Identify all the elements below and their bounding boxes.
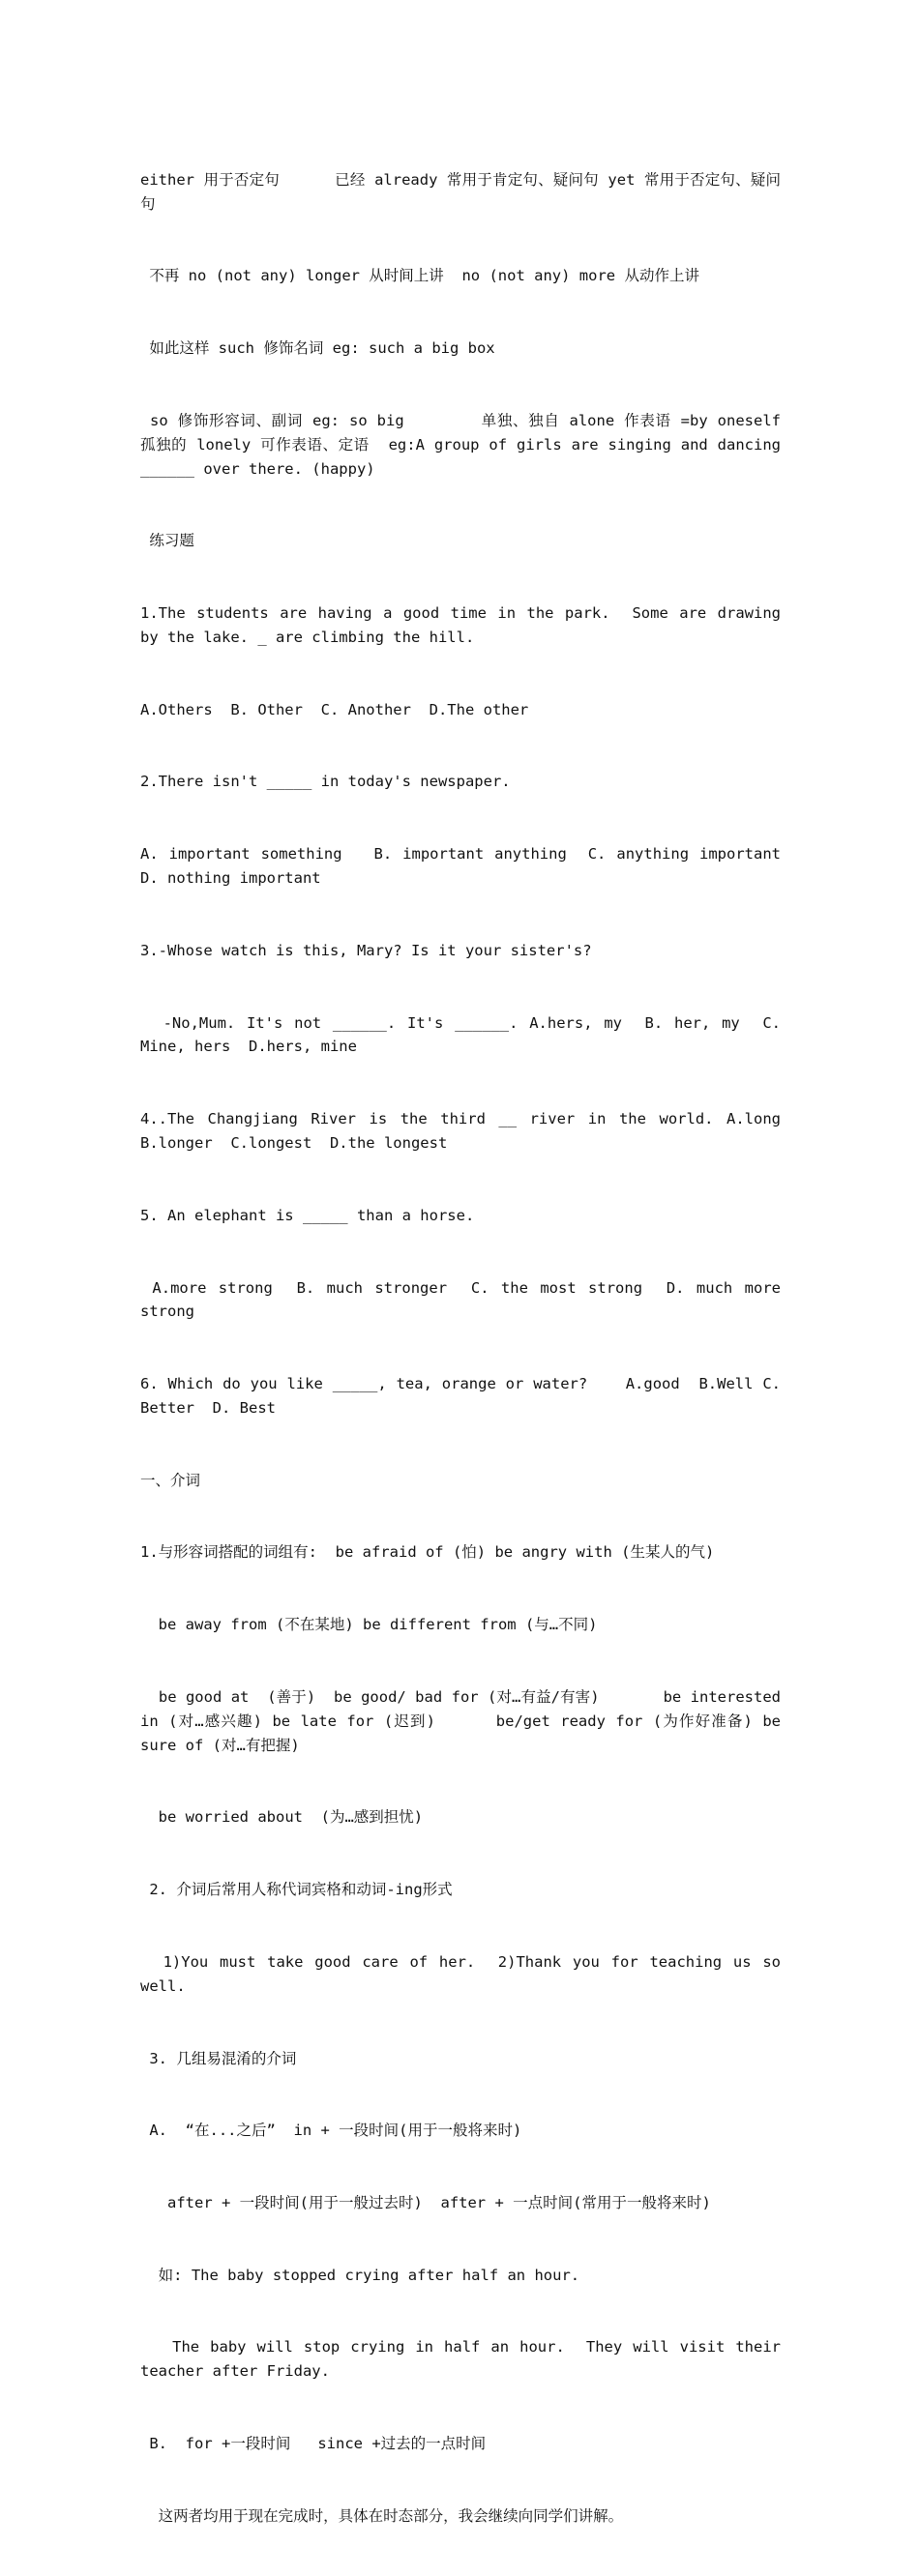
section-heading: 一、介词: [140, 1471, 201, 1489]
text-line: 如: The baby stopped crying after half an hour.: [140, 2266, 580, 2284]
text-line: be worried about (为…感到担忧): [140, 1808, 424, 1827]
question-2: 2.There isn't _____ in today's newspaper.: [140, 773, 511, 791]
question-3: 3.-Whose watch is this, Mary? Is it your sister's?: [140, 941, 592, 959]
text-line: 这两者均用于现在完成时，具体在时态部分，我会继续向同学们讲解。: [140, 2506, 624, 2525]
text-line: 如此这样 such 修饰名词 eg: such a big box: [140, 339, 495, 358]
text-line: either 用于否定句 已经 already 常用于肯定句、疑问句 yet 常用于否定句、疑问句: [140, 170, 781, 213]
question-5: 5. An elephant is _____ than a horse.: [140, 1206, 475, 1224]
question-3-options: -No,Mum. It's not ______. It's ______. A.hers, my B. her, my C. Mine, hers D.hers, mine: [140, 1013, 790, 1056]
text-line: The baby will stop crying in half an hour. They will visit their teacher after Friday.: [140, 2338, 790, 2381]
text-line: B. for +一段时间 since +过去的一点时间: [140, 2435, 487, 2452]
text-line: 3. 几组易混淆的介词: [140, 2049, 297, 2067]
text-line: A. “在...之后” in + 一段时间(用于一般将来时): [140, 2122, 522, 2140]
section-heading: 练习题: [140, 532, 194, 550]
question-4: 4..The Changjiang River is the third __ river in the world. A.long B.longer C.longest D.the longest: [140, 1110, 790, 1153]
question-6: 6. Which do you like _____, tea, orange or water? A.good B.Well C. Better D. Best: [140, 1375, 790, 1418]
text-line: 不再 no (not any) longer 从时间上讲 no (not any) more 从动作上讲: [140, 267, 699, 285]
question-1-options: A.Others B. Other C. Another D.The other: [140, 700, 529, 718]
text-line: after + 一段时间(用于一般过去时) after + 一点时间(常用于一般将来时): [140, 2193, 711, 2211]
document-body: [140, 120, 799, 2576]
question-5-options: A.more strong B. much stronger C. the most strong D. much more strong: [140, 1278, 790, 1321]
text-line: 2. 介词后常用人称代词宾格和动词-ing形式: [140, 1881, 453, 1899]
text-line: 1)You must take good care of her. 2)Thank you for teaching us so well.: [140, 1952, 790, 1995]
text-line: 1.与形容词搭配的词组有: be afraid of (怕) be angry with (生某人的气): [140, 1543, 715, 1562]
text-line: be away from (不在某地) be different from (与…不同): [140, 1616, 598, 1634]
question-1: 1.The students are having a good time in the park. Some are drawing by the lake. _ are climbing the hill.: [140, 604, 790, 647]
text-line: so 修饰形容词、副词 eg: so big 单独、独自 alone 作表语 =by oneself 孤独的 lonely 可作表语、定语 eg:A group of girls are singing and dancing ______ over there. (happy): [140, 411, 799, 478]
text-line: be good at (善于) be good/ bad for (对…有益/有害) be interested in (对…感兴趣) be late for (迟到) be/get ready for (为作好准备) be sure of (对…有把握): [140, 1687, 790, 1754]
question-2-options: A. important something B. important anything C. anything important D. nothing important: [140, 845, 790, 888]
